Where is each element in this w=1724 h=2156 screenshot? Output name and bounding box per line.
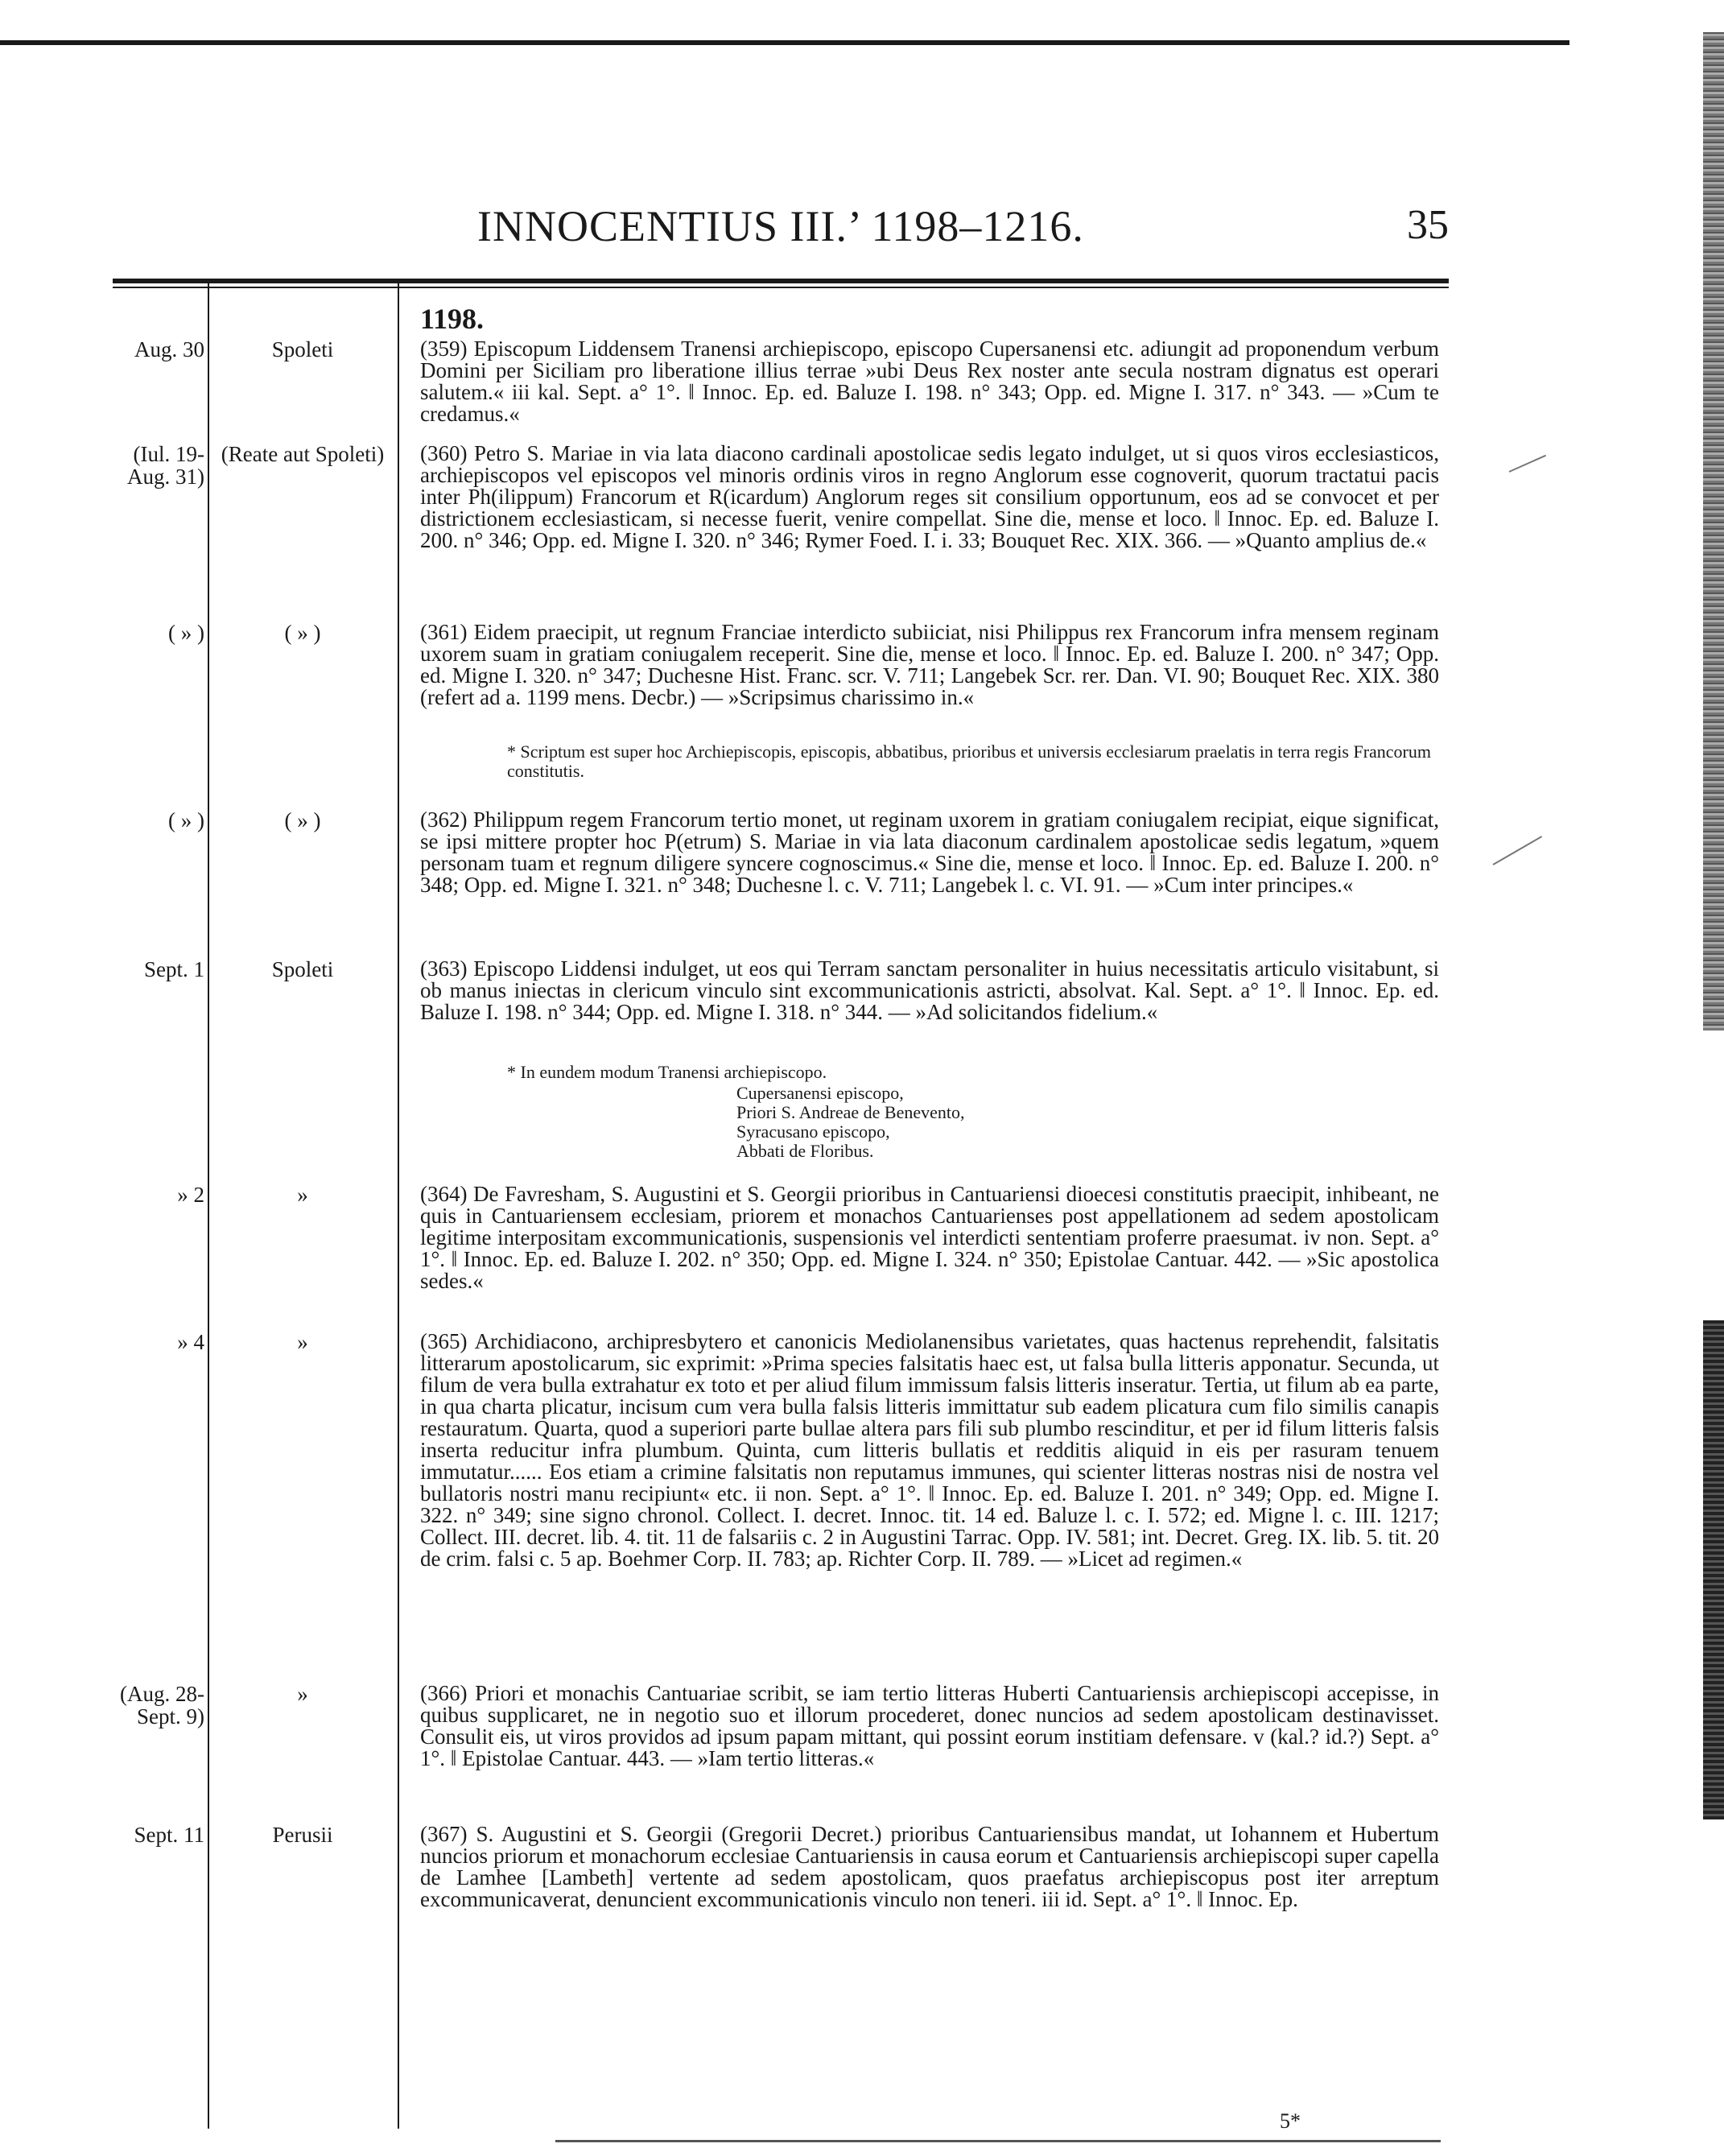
entry-date: » 2 bbox=[177, 1183, 204, 1207]
year-heading: 1198. bbox=[420, 303, 485, 335]
page-header bbox=[113, 201, 1449, 266]
pencil-mark bbox=[1509, 455, 1546, 473]
entry-text: (367) S. Augustini et S. Georgii (Gregorii Decret.) prioribus Cantuariensibus mandat, ut Iohannem et Hubertum nuncios priorum et monachorum ecclesiae Cantuariensis in causa eorum et Cantuariensis archiepiscopi super capella de Lamhee [Lambeth] vertente ad sedem apostolicam, quos praefatus archiepiscopus post iter arreptum excommunicaverat, denuncient excommunicationis vinculo non teneri. iii id. Sept. a° 1°. ‖ Innoc. Ep. bbox=[420, 1822, 1439, 1911]
header-rule-thin bbox=[113, 287, 1449, 288]
scan-edge-right-upper bbox=[1703, 32, 1724, 1031]
column-divider-place bbox=[398, 283, 399, 2129]
entry-date: (Iul. 19- Aug. 31) bbox=[127, 442, 204, 489]
scan-border-top bbox=[0, 40, 1569, 45]
entry-date: Sept. 11 bbox=[134, 1823, 204, 1847]
entry-text: (364) De Favresham, S. Augustini et S. Georgii prioribus in Cantuariensi dioecesi constitutis praecipit, inhibeant, ne quis in Cantuariensem ecclesiam, priorem et monachos Cantuarienses post appellationem ad sedem apostolicam legitime interpositam excommunicationis, suspensionis vel interdicti sententiam proferre praesumat. iv non. Sept. a° 1°. ‖ Innoc. Ep. ed. Baluze I. 202. n° 350; Opp. ed. Migne I. 324. n° 350; Epistolae Cantuar. 442. — »Sic apostolica sedes.« bbox=[420, 1182, 1439, 1293]
entry-place: » bbox=[297, 1682, 308, 1706]
entry-text: (363) Episcopo Liddensi indulget, ut eos qui Terram sanctam personaliter in huius necessitatis articulo visitabunt, si ob manus iniectas in clericum vinculo sint excommunicationis astricti, absolvat. Kal. Sept. a° 1°. ‖ Innoc. Ep. ed. Baluze I. 198. n° 344; Opp. ed. Migne I. 318. n° 344. — »Ad solicitandos fidelium.« bbox=[420, 956, 1439, 1024]
running-title: INNOCENTIUS III.’ 1198–1216. bbox=[477, 202, 1084, 250]
entry-place: » bbox=[297, 1183, 308, 1207]
entry-text: (366) Priori et monachis Cantuariae scribit, se iam tertio litteras Huberti Cantuariensis archiepiscopi accepisse, in quibus supplicaret, ne in negotio suo et illorum procederet, donec nuncios ad sedem apostolicam destinavisset. Consulit eis, ut viros providos ad ipsum papam mittant, qui possint eorum institiam defensare. v (kal.? id.?) Sept. a° 1°. ‖ Epistolae Cantuar. 443. — »Iam tertio litteras.« bbox=[420, 1681, 1439, 1770]
addressee: Syracusano episcopo, bbox=[736, 1121, 890, 1142]
entry-note: * Scriptum est super hoc Archiepiscopis, episcopis, abbatibus, prioribus et universis ecclesiarum praelatis in terra regis Francorum constitutis. bbox=[507, 741, 1431, 781]
entry-date: Sept. 1 bbox=[143, 957, 204, 981]
entry-date: ( » ) bbox=[168, 808, 204, 832]
entry-date: Aug. 30 bbox=[134, 337, 204, 361]
entry-date: (Aug. 28- Sept. 9) bbox=[120, 1682, 204, 1729]
scan-edge-right-lower bbox=[1703, 1320, 1724, 1819]
column-divider-date bbox=[208, 283, 209, 2129]
addressee: Priori S. Andreae de Benevento, bbox=[736, 1102, 965, 1122]
entry-date: » 4 bbox=[177, 1330, 204, 1354]
entry-text: (365) Archidiacono, archipresbytero et canonicis Mediolanensibus varietates, quas hactenus reprehendit, falsitatis litterarum apostolicarum, sic exprimit: »Prima species falsitatis haec est, ut falsa bulla litteris apponatur. Secunda, ut filum de vera bulla extrahatur ex toto et per aliud filum immissum falsis litteris inseratur. Tertia, ut filum ab ea parte, in qua charta plicatur, incisum cum vera bulla falsis litteris immittatur sub eadem plicatura cum filo similis canapis restauratum. Quarta, quod a superiori parte bullae altera pars fili sub plumbo rescinditur, et per id filum litteris falsis inserta reducitur infra plumbum. Quinta, cum litteris bullatis et redditis aliquid in eis per rasuram tenuem immutatur...... Eos etiam a crimine falsitatis non reputamus immunes, qui scienter litteras nostras nisi de nostra vel bullatoris nostri manu recipiunt« etc. ii non. Sept. a° 1°. ‖ Innoc. Ep. ed. Baluze I. 201. n° 349; Opp. ed. Migne I. 322. n° 349; sine signo chronol. Collect. I. decret. Innoc. tit. 14 ed. Baluze l. c. I. 572; ed. Migne l. c. III. 1217; Collect. III. decret. lib. 4. tit. 11 de falsariis c. 2 in Augustini Tarrac. Opp. IV. 581; int. Decret. Greg. IX. lib. 5. tit. 20 de crim. falsi c. 5 ap. Boehmer Corp. II. 783; ap. Richter Corp. II. 789. — »Licet ad regimen.« bbox=[420, 1329, 1439, 1571]
scan-border-bottom bbox=[555, 2140, 1441, 2142]
entry-place: ( » ) bbox=[284, 808, 321, 832]
addressee: Abbati de Floribus. bbox=[736, 1141, 874, 1161]
page-number: 35 bbox=[1407, 202, 1449, 248]
pencil-mark bbox=[1493, 836, 1543, 865]
entry-place: Perusii bbox=[272, 1823, 333, 1847]
header-rule bbox=[113, 279, 1449, 283]
entry-place: » bbox=[297, 1330, 308, 1354]
entry-text: (360) Petro S. Mariae in via lata diacono cardinali apostolicae sedis legato indulget, ut si quos viros ecclesiasticos, archiepiscopos vel episcopos vel minoris ordinis viros in regno Anglorum esse cognoverit, quorum tractatui pacis inter Ph(ilippum) Francorum et R(icardum) Anglorum reges sit consilium opportunum, eos ad se convocet et per districtionem ecclesiasticam, si necesse fuerit, venire compellat. Sine die, mense et loco. ‖ Innoc. Ep. ed. Baluze I. 200. n° 346; Opp. ed. Migne I. 320. n° 346; Rymer Foed. I. i. 33; Bouquet Rec. XIX. 366. — »Quanto amplius de.« bbox=[420, 441, 1439, 552]
entry-place: Spoleti bbox=[271, 957, 334, 981]
entry-date: ( » ) bbox=[168, 621, 204, 645]
entry-place: ( » ) bbox=[284, 621, 321, 645]
addressee: Cupersanensi episcopo, bbox=[736, 1083, 904, 1103]
entry-text: (361) Eidem praecipit, ut regnum Franciae interdicto subiiciat, nisi Philippus rex Francorum infra mensem reginam uxorem suam in gratiam coniugalem receperit. Sine die, mense et loco. ‖ Innoc. Ep. ed. Baluze I. 200. n° 347; Opp. ed. Migne I. 320. n° 347; Duchesne Hist. Franc. scr. V. 711; Langebek Scr. rer. Dan. VI. 90; Bouquet Rec. XIX. 380 (refert ad a. 1199 mens. Decbr.) — »Scripsimus charissimo in.« bbox=[420, 620, 1439, 709]
entry-text: (362) Philippum regem Francorum tertio monet, ut reginam uxorem in gratiam coniugalem recipiat, eique significat, se ipsi mittere propter hoc P(etrum) S. Mariae in via lata diaconum cardinalem apostolicae sedis legatum, »quem personam tuam et regnum diligere syncere cognoscimus.« Sine die, mense et loco. ‖ Innoc. Ep. ed. Baluze I. 200. n° 348; Opp. ed. Migne I. 321. n° 348; Duchesne l. c. V. 711; Langebek l. c. VI. 91. — »Cum inter principes.« bbox=[420, 807, 1439, 897]
note-addressees bbox=[736, 1084, 1300, 1161]
entry-note: * In eundem modum Tranensi archiepiscopo. bbox=[507, 1062, 827, 1082]
entry-text: (359) Episcopum Liddensem Tranensi archiepiscopo, episcopo Cupersanensi etc. adiungit ad proponendum verbum Domini per Siciliam pro liberatione illius terrae »ubi Deus Rex noster ante secula nostram dignatus est operari salutem.« iii kal. Sept. a° 1°. ‖ Innoc. Ep. ed. Baluze I. 198. n° 343; Opp. ed. Migne I. 317. n° 343. — »Cum te credamus.« bbox=[420, 337, 1439, 426]
sheet-signature: 5* bbox=[1280, 2109, 1301, 2133]
entry-place: (Reate aut Spoleti) bbox=[221, 442, 385, 466]
entry-place: Spoleti bbox=[271, 337, 334, 361]
